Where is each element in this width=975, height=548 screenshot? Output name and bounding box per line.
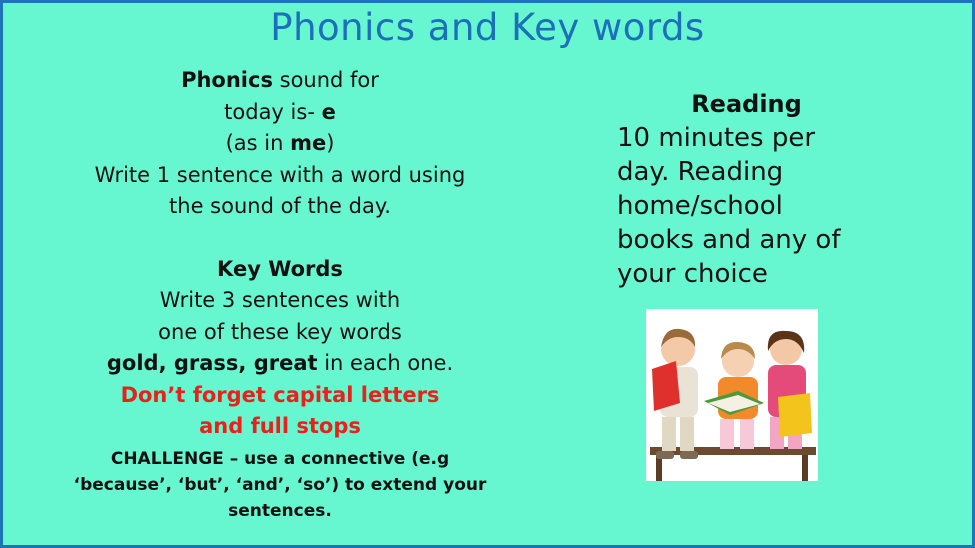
key-words-line-3 bbox=[59, 348, 501, 380]
phonics-line-5: the sound of the day. bbox=[169, 194, 391, 218]
challenge-line-2: ‘because’, ‘but’, ‘and’, ‘so’) to extend your bbox=[73, 474, 487, 495]
key-words-line-2: one of these key words bbox=[158, 319, 402, 344]
reminder-line-2: and full stops bbox=[199, 414, 361, 438]
reading-line-4: books and any of bbox=[617, 225, 841, 255]
phonics-close-paren: ) bbox=[326, 131, 335, 155]
reading-heading: Reading bbox=[691, 90, 802, 118]
phonics-sound: e bbox=[321, 99, 336, 124]
challenge-line-1: CHALLENGE – use a connective (e.g bbox=[110, 448, 450, 469]
reading-line-2: day. Reading bbox=[617, 157, 784, 187]
phonics-label: Phonics bbox=[181, 68, 273, 92]
key-words-heading bbox=[59, 254, 501, 286]
phonics-text: sound for bbox=[272, 68, 379, 92]
key-words-tail: in each one. bbox=[317, 351, 454, 375]
phonics-line-3 bbox=[59, 128, 501, 160]
phonics-today: today is- bbox=[224, 99, 322, 124]
reminder-line-1: Don’t forget capital letters bbox=[120, 382, 440, 407]
phonics-line-4: Write 1 sentence with a word using bbox=[94, 162, 466, 187]
challenge-line-3: sentences. bbox=[228, 500, 332, 521]
key-words-list: gold, grass, great bbox=[106, 351, 318, 375]
challenge-text bbox=[59, 446, 501, 524]
phonics-as-in: (as in bbox=[225, 131, 291, 155]
reading-line-1: 10 minutes per bbox=[617, 123, 816, 153]
reading-line-3: home/school bbox=[617, 191, 783, 221]
reading-text bbox=[617, 121, 907, 291]
reading-line-5: your choice bbox=[617, 259, 768, 289]
phonics-line-2 bbox=[59, 97, 501, 129]
phonics-line-1 bbox=[59, 65, 501, 97]
spacer bbox=[59, 223, 501, 254]
page-title: Phonics and Key words bbox=[270, 6, 705, 49]
key-words-heading-text: Key Words bbox=[217, 256, 343, 281]
key-words-line-1: Write 3 sentences with bbox=[159, 288, 401, 312]
phonics-example: me bbox=[290, 131, 327, 155]
phonics-keywords-panel bbox=[59, 65, 501, 524]
children-reading-image bbox=[646, 309, 818, 481]
